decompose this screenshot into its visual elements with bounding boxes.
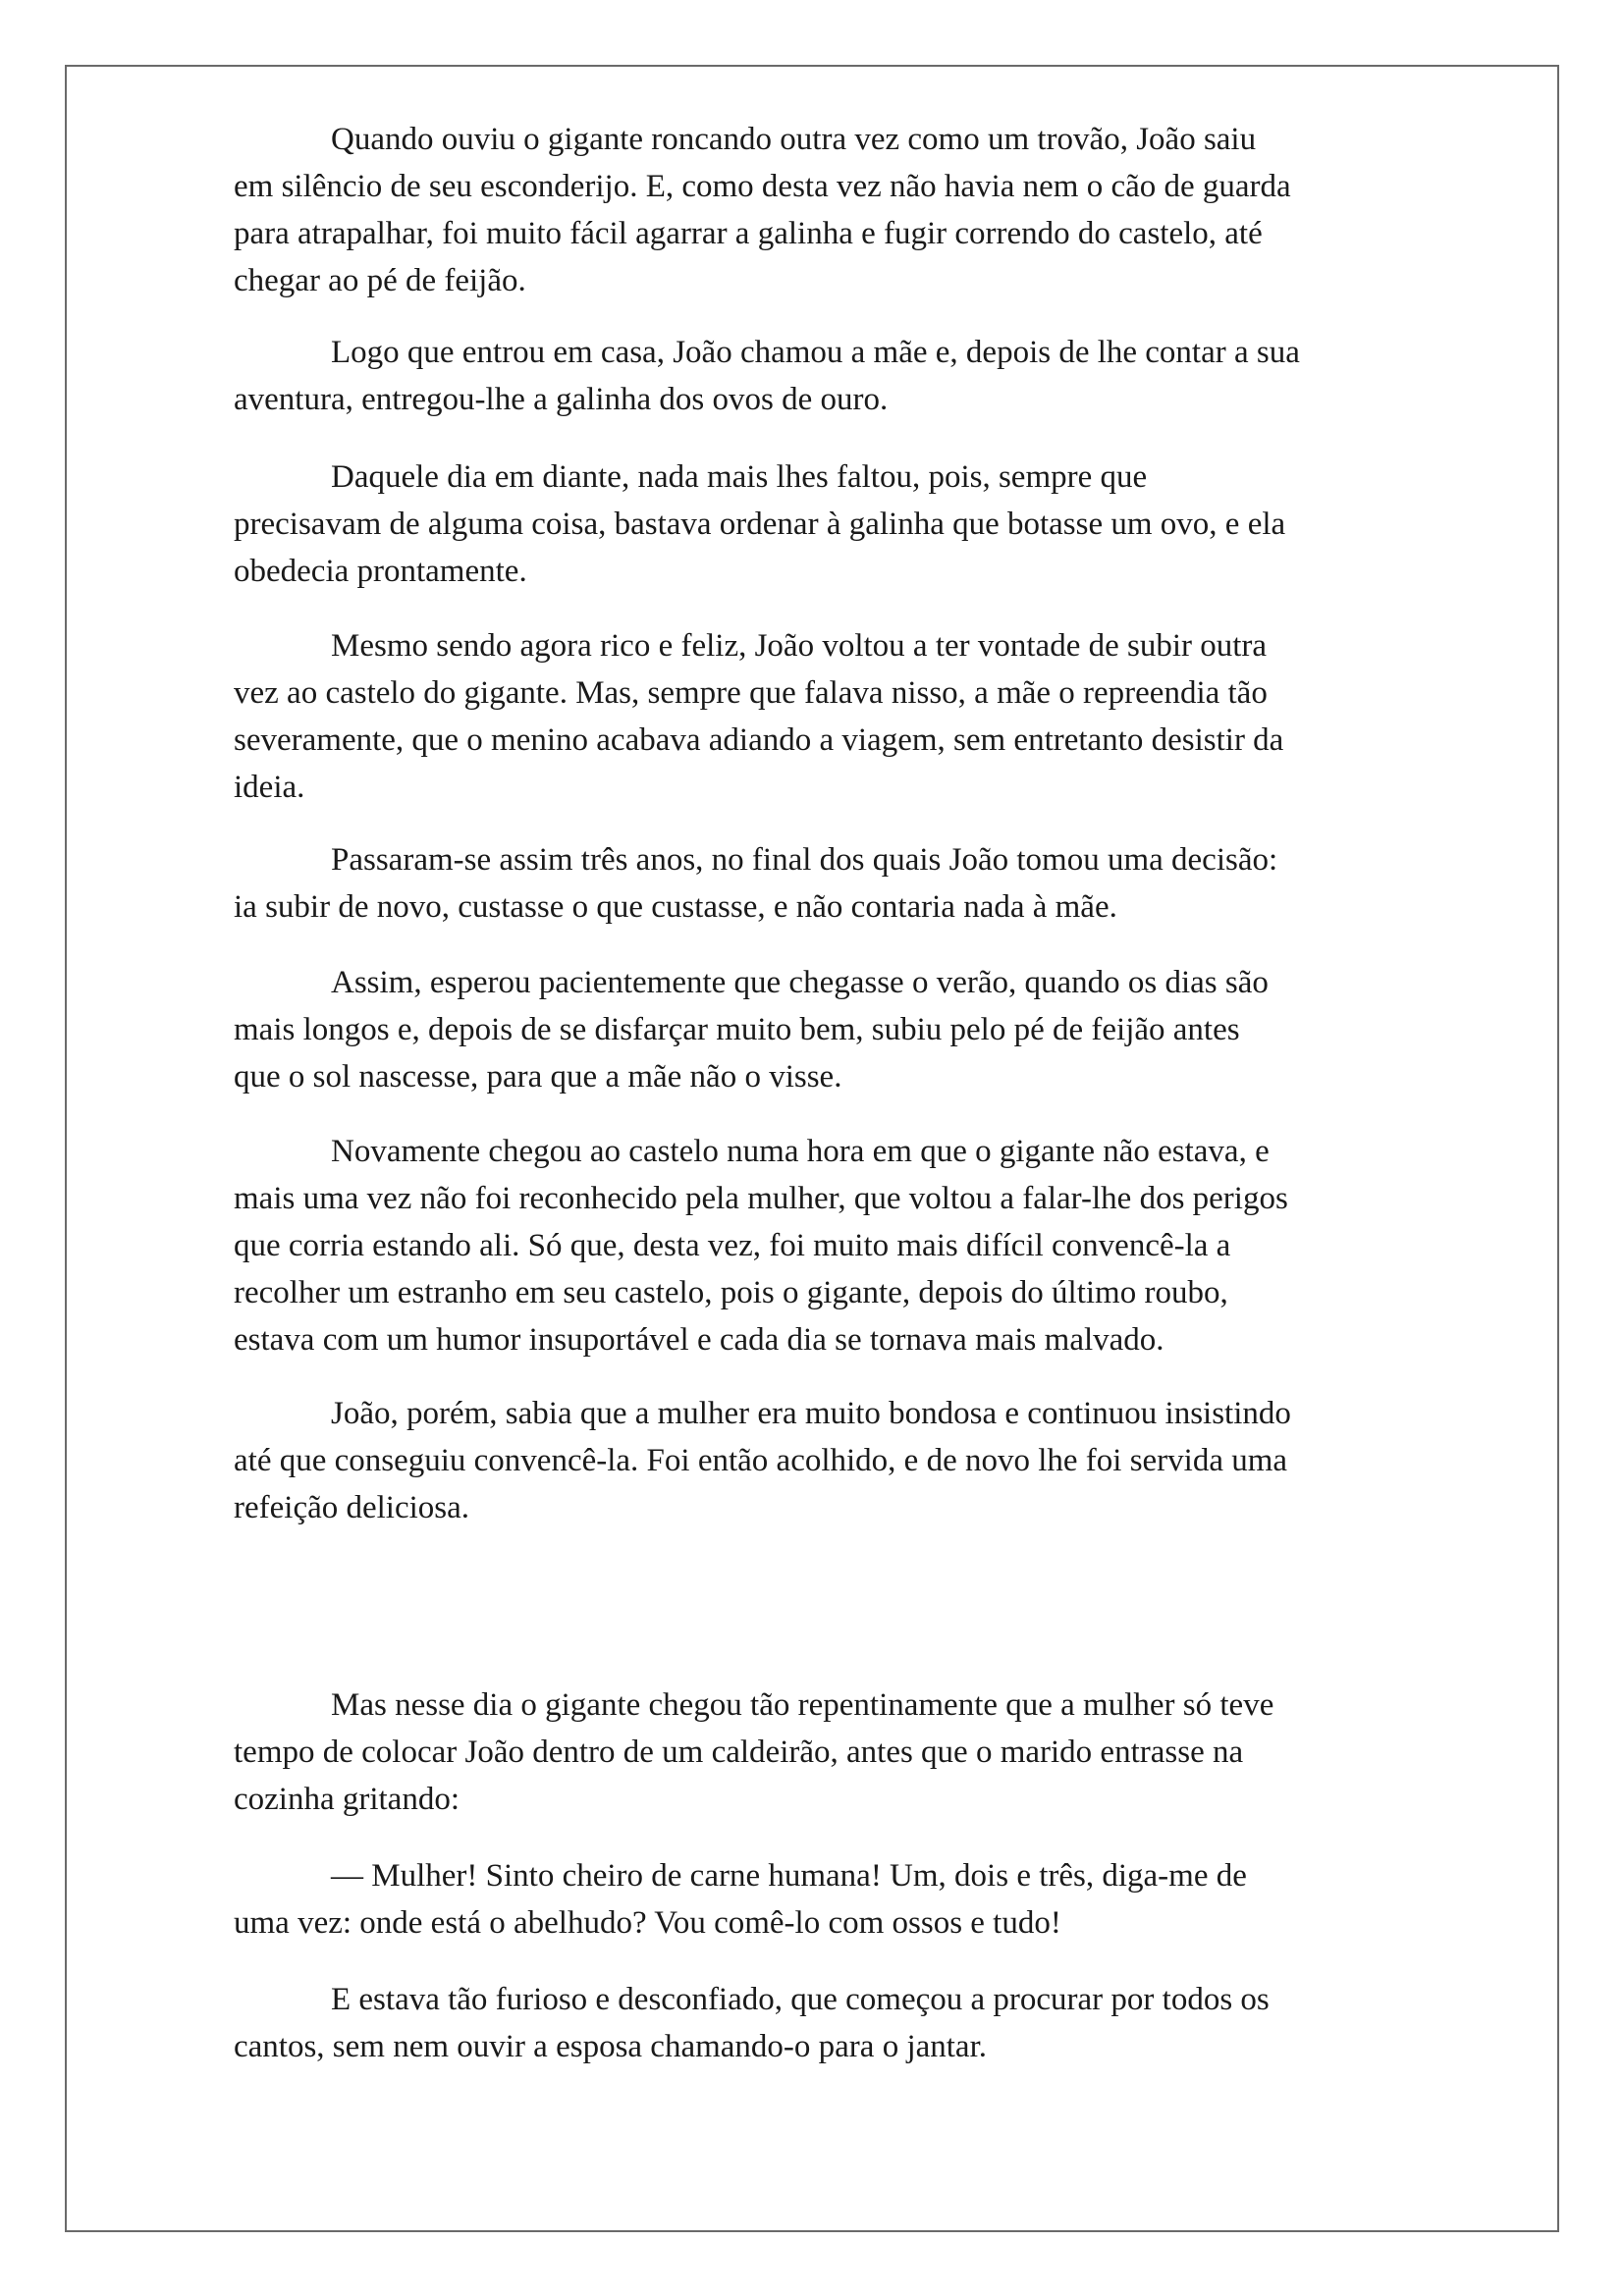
paragraph-4: Mesmo sendo agora rico e feliz, João voltou a ter vontade de subir outra vez ao castelo do gigante. Mas, sempre que falava nisso, a mãe o repreendia tão severamente, que o menino acabava adiando a viagem, sem entretanto desistir da ideia. [234,628,1284,805]
paragraph-3: Daquele dia em diante, nada mais lhes faltou, pois, sempre que precisavam de alguma coisa, bastava ordenar à galinha que botasse um ovo, e ela obedecia prontamente. [234,459,1286,589]
paragraph-6: Assim, esperou pacientemente que chegasse o verão, quando os dias são mais longos e, depois de se disfarçar muito bem, subiu pelo pé de feijão antes que o sol nascesse, para que a mãe não o visse. [234,965,1269,1095]
paragraph-10: — Mulher! Sinto cheiro de carne humana! Um, dois e três, diga-me de uma vez: onde está o abelhudo? Vou comê-lo com ossos e tudo! [234,1858,1247,1941]
paragraph-1: Quando ouviu o gigante roncando outra vez como um trovão, João saiu em silêncio de seu esconderijo. E, como desta vez não havia nem o cão de guarda para atrapalhar, foi muito fácil agarrar a galinha e fugir correndo do castelo, até chegar ao pé de feijão. [234,122,1291,298]
paragraph-2: Logo que entrou em casa, João chamou a mãe e, depois de lhe contar a sua aventura, entregou-lhe a galinha dos ovos de ouro. [234,335,1300,417]
paragraph-7: Novamente chegou ao castelo numa hora em que o gigante não estava, e mais uma vez não foi reconhecido pela mulher, que voltou a falar-lhe dos perigos que corria estando ali. Só que, desta vez, foi muito mais difícil convencê-la a recolher um estranho em seu castelo, pois o gigante, depois do último roubo, estava com um humor insuportável e cada dia se tornava mais malvado. [234,1134,1288,1358]
paragraph-5: Passaram-se assim três anos, no final dos quais João tomou uma decisão: ia subir de novo, custasse o que custasse, e não contaria nada à mãe. [234,842,1278,925]
paragraph-8: João, porém, sabia que a mulher era muito bondosa e continuou insistindo até que conseguiu convencê-la. Foi então acolhido, e de novo lhe foi servida uma refeição deliciosa. [234,1396,1291,1525]
paragraph-11: E estava tão furioso e desconfiado, que começou a procurar por todos os cantos, sem nem ouvir a esposa chamando-o para o jantar. [234,1982,1270,2064]
paragraph-9: Mas nesse dia o gigante chegou tão repentinamente que a mulher só teve tempo de colocar João dentro de um caldeirão, antes que o marido entrasse na cozinha gritando: [234,1687,1274,1817]
